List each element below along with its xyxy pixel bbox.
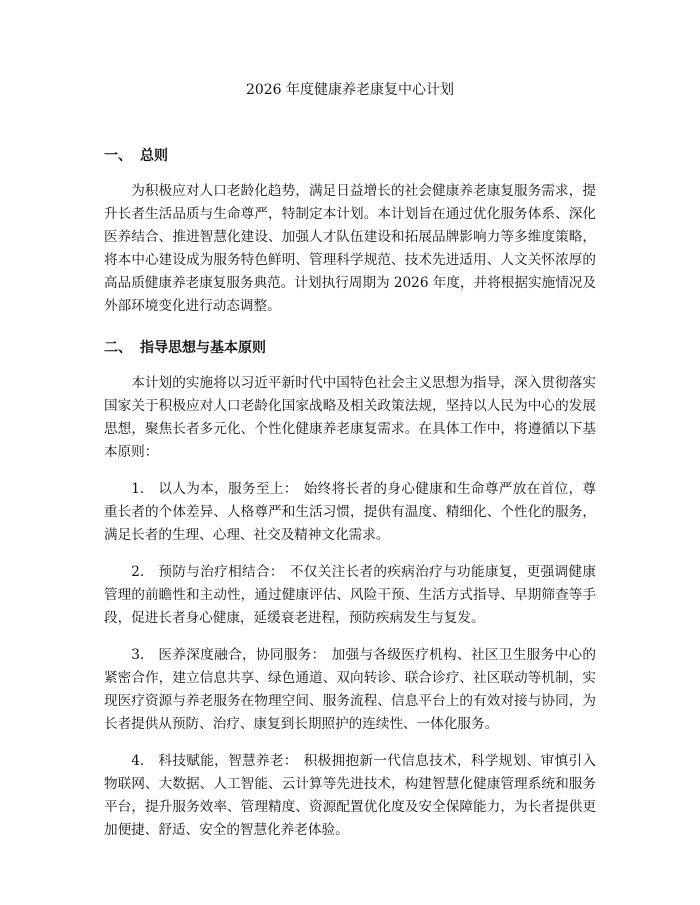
principle-label: 3. 医养深度融合，协同服务： [131,647,326,663]
principle-label: 2. 预防与治疗相结合： [131,564,284,580]
section-heading-general [104,146,596,166]
section-paragraph-principles: 本计划的实施将以习近平新时代中国特色社会主义思想为指导，深入贯彻落实国家关于积极应对人口老龄化国家战略及相关政策法规，坚持以人民为中心的发展思想，聚焦长者多元化、个性化健康养老康复需求。在具体工作中，将遵循以下基本原则： [104,375,596,460]
section-heading-principles [104,338,596,358]
principle-text: 始终将长者的身心健康和生命尊严放在首位，尊重长者的个体差异、人格尊严和生活习惯，提供有温度、精细化、个性化的服务，满足长者的生理、心理、社交及精神文化需求。 [104,481,596,543]
document-title: 2026 年度健康养老康复中心计划 [245,82,455,98]
principle-text: 不仅关注长者的疾病治疗与功能康复，更强调健康管理的前瞻性和主动性，通过健康评估、风险干预、生活方式指导、早期筛查等手段，促进长者身心健康，延缓衰老进程，预防疾病发生与复发。 [104,564,596,626]
principle-item-1 [104,478,596,547]
section-paragraph-general: 为积极应对人口老龄化趋势，满足日益增长的社会健康养老康复服务需求，提升长者生活品质与生命尊严，特制定本计划。本计划旨在通过优化服务体系、深化医养结合、推进智慧化建设、加强人才队伍建设和拓展品牌影响力等多维度策略，将本中心建设成为服务特色鲜明、管理科学规范、技术先进适用、人文关怀浓厚的高品质健康养老康复服务典范。计划执行周期为 2026 年度，并将根据实施情况及外部环境变化进行动态调整。 [104,183,596,314]
section-number: 二、 [104,340,132,356]
section-title: 总则 [140,148,168,164]
principle-item-3 [104,644,596,736]
principle-label: 4. 科技赋能，智慧养老： [131,753,298,769]
principle-text: 加强与各级医疗机构、社区卫生服务中心的紧密合作，建立信息共享、绿色通道、双向转诊、联合诊疗、社区联动等机制，实现医疗资源与养老服务在物理空间、服务流程、信息平台上的有效对接与协同，为长者提供从预防、治疗、康复到长期照护的连续性、一体化服务。 [104,647,596,732]
section-title: 指导思想与基本原则 [140,340,266,356]
section-number: 一、 [104,148,132,164]
principle-text: 积极拥抱新一代信息技术，科学规划、审慎引入物联网、大数据、人工智能、云计算等先进技术，构建智慧化健康管理系统和服务平台，提升服务效率、管理精度、资源配置优化度及安全保障能力，为长者提供更加便捷、舒适、安全的智慧化养老体验。 [104,753,596,838]
principle-item-4 [104,750,596,842]
principle-item-2 [104,561,596,630]
principle-label: 1. 以人为本，服务至上： [131,481,298,497]
